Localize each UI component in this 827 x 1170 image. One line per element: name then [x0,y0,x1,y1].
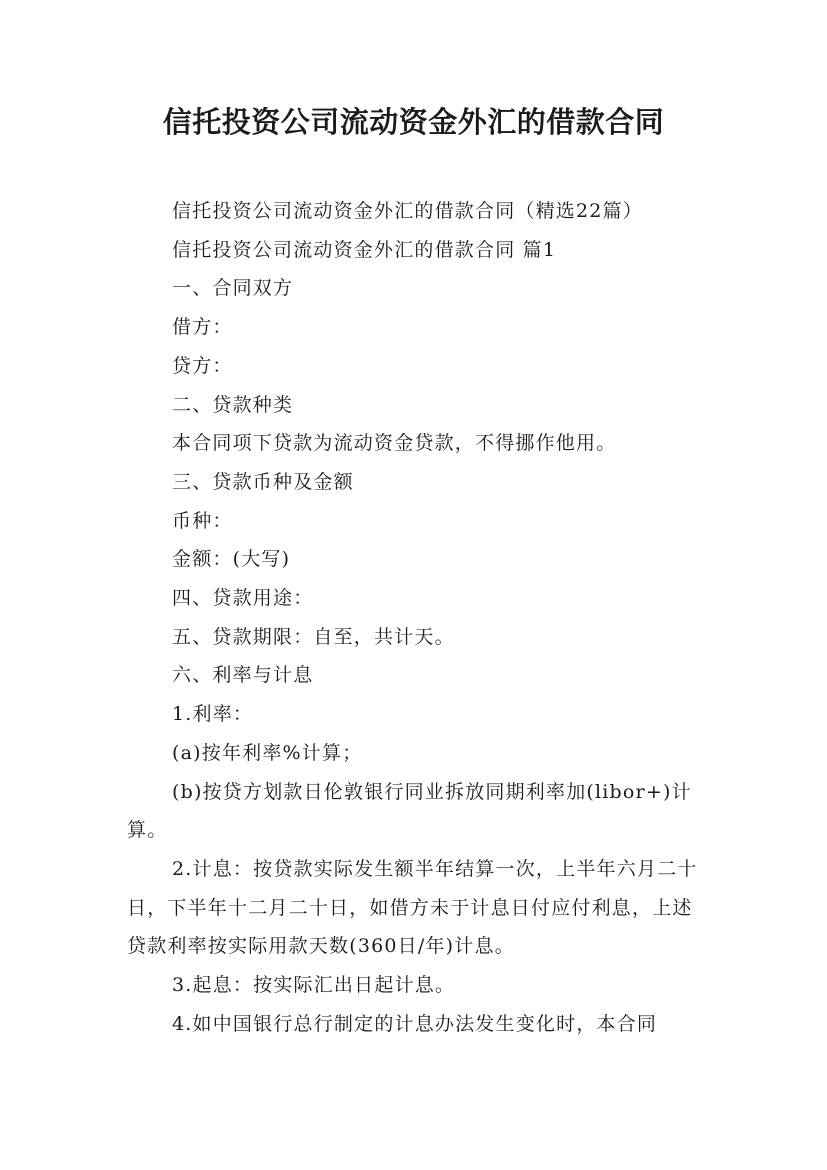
paragraph-borrower: 借方： [172,316,233,339]
paragraph-interest-start: 3.起息：按实际汇出日起计息。 [172,974,456,997]
document-body [127,192,705,1043]
paragraph-interest-change: 4.如中国银行总行制定的计息办法发生变化时，本合同 [172,1012,658,1035]
paragraph-currency: 币种： [172,509,233,532]
paragraph-section-currency-amount: 三、贷款币种及金额 [172,470,354,493]
paragraph-section-parties: 一、合同双方 [172,277,294,300]
paragraph-section-loan-type: 二、贷款种类 [172,393,294,416]
paragraph-section-interest: 六、利率与计息 [172,664,314,687]
paragraph-section-term: 五、贷款期限：自至，共计天。 [172,625,455,648]
paragraph-interest-calc: 2.计息：按贷款实际发生额半年结算一次，上半年六月二十日，下半年十二月二十日，如借方未于计息日付应付利息，上述贷款利率按实际用款天数(360日/年)计息。 [127,857,698,958]
paragraph-subtitle: 信托投资公司流动资金外汇的借款合同（精选22篇） [172,200,643,222]
paragraph-article-heading: 信托投资公司流动资金外汇的借款合同 篇1 [172,238,557,261]
paragraph-rate-a: (a)按年利率%计算； [172,741,363,764]
paragraph-rate: 1.利率： [172,703,254,726]
document-title: 信托投资公司流动资金外汇的借款合同 [162,105,665,139]
paragraph-section-purpose: 四、贷款用途： [172,587,314,610]
paragraph-lender: 贷方： [172,354,233,377]
paragraph-loan-type-text: 本合同项下贷款为流动资金贷款，不得挪作他用。 [172,432,617,455]
paragraph-amount: 金额：(大写) [172,548,291,571]
paragraph-rate-b: (b)按贷方划款日伦敦银行同业拆放同期利率加(libor+)计算。 [127,780,692,842]
